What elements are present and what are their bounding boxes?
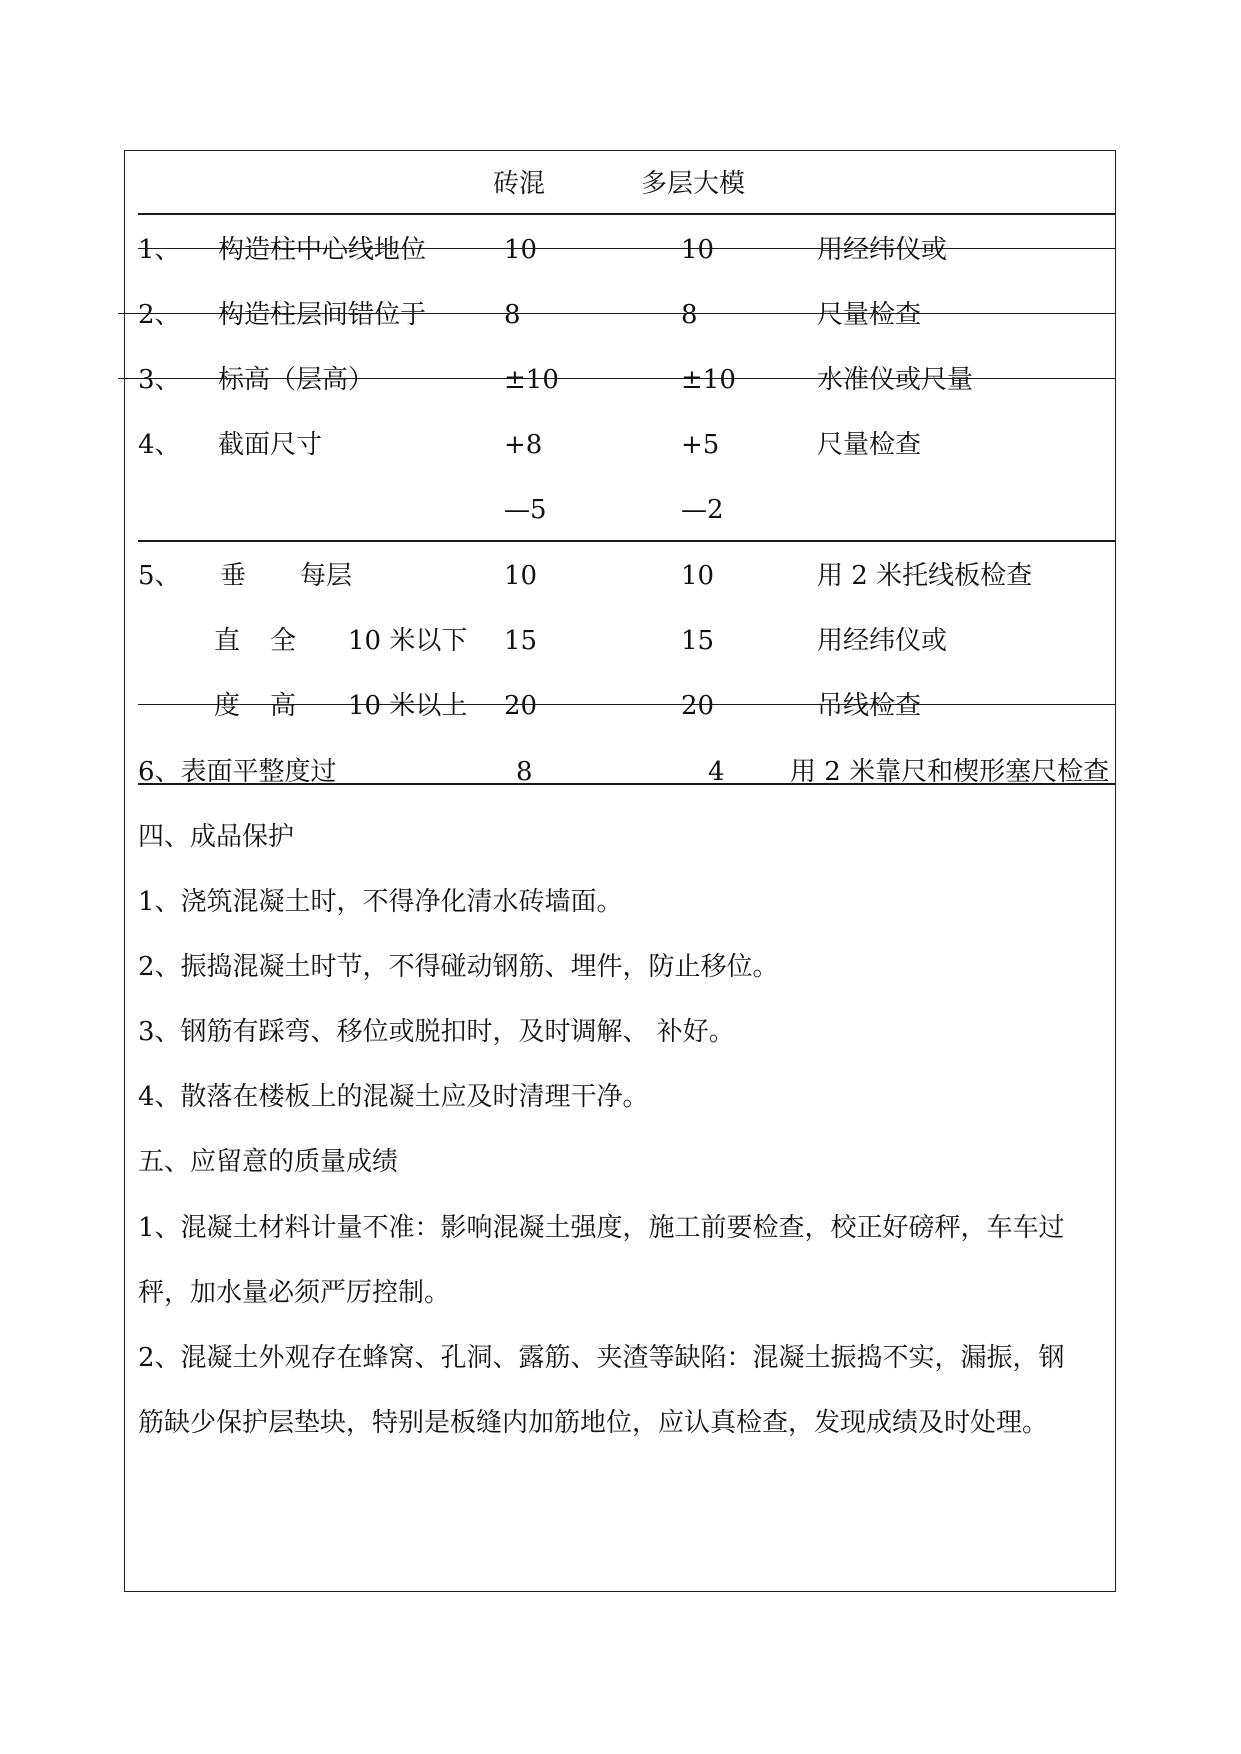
row-4-item: 截面尺寸 (218, 430, 323, 460)
row-4b-v1: —5 (504, 495, 547, 525)
row-5c-v2: 20 (681, 691, 715, 721)
section-4-item-3: 3、钢筋有踩弯、移位或脱扣时，及时调解、 补好。 (138, 1017, 735, 1047)
row-2-method: 尺量检查 (817, 300, 922, 330)
section-4-title: 四、成品保护 (138, 822, 295, 852)
row-4-num: 4、 (138, 430, 181, 460)
row-5c-char-2: 高 (270, 691, 297, 721)
strike-line (118, 378, 1116, 379)
row-3-v1: ±10 (504, 365, 559, 395)
row-4-method: 尺量检查 (817, 430, 922, 460)
row-3-num: 3、 (138, 365, 181, 395)
row-5b-method: 用经纬仪或 (817, 626, 948, 656)
row-5b-v1: 15 (504, 626, 538, 656)
row-5-per-floor: 每层 (300, 561, 353, 591)
row-5b-char-2: 全 (270, 626, 297, 656)
section-5-title: 五、应留意的质量成绩 (138, 1147, 399, 1177)
row-5b-range: 10 米以下 (348, 626, 468, 656)
strike-line (118, 313, 1116, 314)
row-6-v1: 8 (516, 757, 533, 787)
row-5-num: 5、 (138, 561, 181, 591)
row-6-method: 用 2 米靠尺和楔形塞尺检查 (790, 757, 1110, 787)
row-5c-method: 吊线检查 (817, 691, 922, 721)
row-2-v2: 8 (681, 300, 698, 330)
row-1-item: 构造柱中心线地位 (218, 235, 427, 265)
row-5-method: 用 2 米托线板检查 (817, 561, 1033, 591)
section-5-p1-line1: 1、混凝土材料计量不准：影响混凝土强度，施工前要检查，校正好磅秤，车车过 (138, 1213, 1065, 1243)
section-4-item-4: 4、散落在楼板上的混凝土应及时清理干净。 (138, 1082, 649, 1112)
row-1-v2: 10 (681, 235, 715, 265)
row-5-vertical-char: 垂 (220, 561, 247, 591)
row-4b-v2: —2 (681, 495, 724, 525)
section-5-p2-line2: 筋缺少保护层垫块，特别是板缝内加筋地位，应认真检查，发现成绩及时处理。 (138, 1408, 1049, 1438)
header-multistory-formwork: 多层大模 (641, 169, 746, 199)
row-1-num: 1、 (138, 235, 181, 265)
row-2-num: 2、 (138, 300, 181, 330)
row-4-v1: +8 (504, 430, 543, 460)
section-5-p2-line1: 2、混凝土外观存在蜂窝、孔洞、露筋、夹渣等缺陷：混凝土振捣不实，漏振，钢 (138, 1343, 1065, 1373)
row-3-method: 水准仪或尺量 (817, 365, 974, 395)
row-5-v1: 10 (504, 561, 538, 591)
row-2-item: 构造柱层间错位于 (218, 300, 427, 330)
row-5-v2: 10 (681, 561, 715, 591)
row-5c-range: 10 米以上 (348, 691, 468, 721)
section-4-item-2: 2、振捣混凝土时节，不得碰动钢筋、埋件，防止移位。 (138, 952, 779, 982)
section-5-p1-line2: 秤，加水量必须严厉控制。 (138, 1278, 451, 1308)
strike-line (138, 248, 1116, 249)
row-1-v1: 10 (504, 235, 538, 265)
row-2-v1: 8 (504, 300, 521, 330)
table-rule (138, 783, 1116, 785)
section-4-item-1: 1、浇筑混凝土时，不得净化清水砖墙面。 (138, 887, 623, 917)
row-5b-v2: 15 (681, 626, 715, 656)
table-rule (138, 540, 1116, 542)
row-6-item: 6、表面平整度过 (138, 757, 337, 787)
row-6-v2: 4 (708, 757, 725, 787)
header-brick-concrete: 砖混 (493, 169, 546, 199)
table-rule (138, 213, 1116, 215)
row-3-item: 标高（层高） (218, 365, 375, 395)
row-5b-char-1: 直 (214, 626, 241, 656)
row-4-v2: +5 (681, 430, 720, 460)
strike-line (138, 704, 1116, 705)
row-5c-v1: 20 (504, 691, 538, 721)
row-5c-char-1: 度 (214, 691, 241, 721)
row-3-v2: ±10 (681, 365, 736, 395)
row-1-method: 用经纬仪或 (817, 235, 948, 265)
